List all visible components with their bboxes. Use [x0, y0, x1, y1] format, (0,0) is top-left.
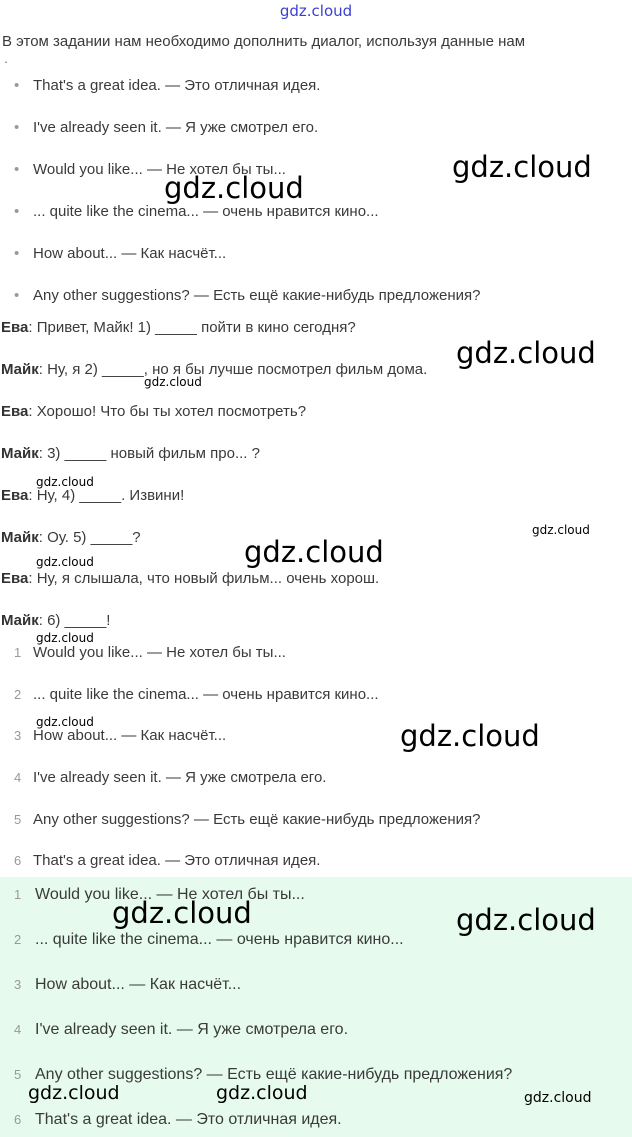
bullet-item: • ... quite like the cinema... — очень нравится кино...	[14, 203, 379, 220]
speaker-name: Майк	[1, 361, 39, 378]
dialogue-line: Ева: Ну, 4) _____. Извини!	[1, 487, 185, 504]
answer-item: 4 I've already seen it. — Я уже смотрела его.	[14, 1021, 349, 1038]
speaker-name: Ева	[1, 570, 29, 587]
numbered-item: 3 How about... — Как насчёт...	[14, 727, 227, 744]
numbered-item: 1 Would you like... — Не хотел бы ты...	[14, 644, 286, 661]
bullet-item: • How about... — Как насчёт...	[14, 245, 227, 262]
watermark: gdz.cloud	[244, 535, 384, 569]
bullet-item: • Any other suggestions? — Есть ещё какие-нибудь предложения?	[14, 287, 481, 304]
item-number: 6	[14, 1112, 22, 1127]
watermark: gdz.cloud	[28, 1082, 120, 1104]
numbered-item: 2 ... quite like the cinema... — очень нравится кино...	[14, 686, 379, 703]
watermark: gdz.cloud	[400, 719, 540, 753]
watermark: gdz.cloud	[524, 1090, 592, 1106]
site-logo[interactable]: gdz.cloud	[279, 2, 353, 20]
dialogue-line: Ева: Ну, я слышала, что новый фильм... очень хорош.	[1, 570, 380, 587]
speaker-name: Майк	[1, 612, 39, 629]
watermark: gdz.cloud	[36, 631, 94, 645]
bullet-item: • That's a great idea. — Это отличная идея.	[14, 77, 321, 94]
item-number: 5	[14, 1067, 22, 1082]
dialogue-line: Ева: Хорошо! Что бы ты хотел посмотреть?	[1, 403, 307, 420]
numbered-item: 6 That's a great idea. — Это отличная идея.	[14, 852, 321, 869]
answer-item: 3 How about... — Как насчёт...	[14, 976, 242, 993]
dialogue-line: Майк: 6) _____!	[1, 612, 111, 629]
speaker-name: Майк	[1, 529, 39, 546]
answer-item: 6 That's a great idea. — Это отличная идея.	[14, 1111, 342, 1128]
bullet-marker: •	[14, 119, 20, 136]
item-number: 5	[14, 812, 22, 827]
dialogue-line: Майк: Ну, я 2) _____, но я бы лучше посмотрел фильм дома.	[1, 361, 428, 378]
item-number: 1	[14, 645, 22, 660]
speaker-name: Ева	[1, 403, 29, 420]
watermark: gdz.cloud	[452, 150, 592, 184]
watermark: gdz.cloud	[36, 715, 94, 729]
watermark: gdz.cloud	[532, 523, 590, 537]
numbered-item: 4 I've already seen it. — Я уже смотрела его.	[14, 769, 327, 786]
answer-item: 5 Any other suggestions? — Есть ещё какие-нибудь предложения?	[14, 1066, 513, 1083]
watermark: gdz.cloud	[216, 1082, 308, 1104]
watermark: gdz.cloud	[36, 555, 94, 569]
watermark: gdz.cloud	[456, 903, 596, 937]
bullet-marker: •	[14, 287, 20, 304]
intro-text: В этом задании нам необходимо дополнить диалог, используя данные нам	[2, 33, 526, 50]
answer-item: 2 ... quite like the cinema... — очень нравится кино...	[14, 931, 404, 948]
item-number: 2	[14, 932, 22, 947]
watermark: gdz.cloud	[36, 475, 94, 489]
item-number: 4	[14, 1022, 22, 1037]
answer-item: 1 Would you like... — Не хотел бы ты...	[14, 886, 305, 903]
intro-trailing-dot: .	[4, 50, 8, 66]
watermark: gdz.cloud	[456, 336, 596, 370]
item-number: 4	[14, 770, 22, 785]
watermark: gdz.cloud	[144, 375, 202, 389]
bullet-marker: •	[14, 77, 20, 94]
speaker-name: Ева	[1, 319, 29, 336]
numbered-item: 5 Any other suggestions? — Есть ещё какие-нибудь предложения?	[14, 811, 481, 828]
watermark: gdz.cloud	[112, 896, 252, 930]
bullet-item: • I've already seen it. — Я уже смотрел его.	[14, 119, 319, 136]
speaker-name: Ева	[1, 487, 29, 504]
dialogue-line: Майк: Оу. 5) _____?	[1, 529, 141, 546]
dialogue-line: Майк: 3) _____ новый фильм про... ?	[1, 445, 260, 462]
speaker-name: Майк	[1, 445, 39, 462]
item-number: 1	[14, 887, 22, 902]
item-number: 6	[14, 853, 22, 868]
item-number: 2	[14, 687, 22, 702]
item-number: 3	[14, 728, 22, 743]
dialogue-line: Ева: Привет, Майк! 1) _____ пойти в кино сегодня?	[1, 319, 356, 336]
watermark: gdz.cloud	[164, 171, 304, 205]
bullet-marker: •	[14, 161, 20, 178]
bullet-item: • Would you like... — Не хотел бы ты...	[14, 161, 286, 178]
bullet-marker: •	[14, 203, 20, 220]
item-number: 3	[14, 977, 22, 992]
bullet-marker: •	[14, 245, 20, 262]
